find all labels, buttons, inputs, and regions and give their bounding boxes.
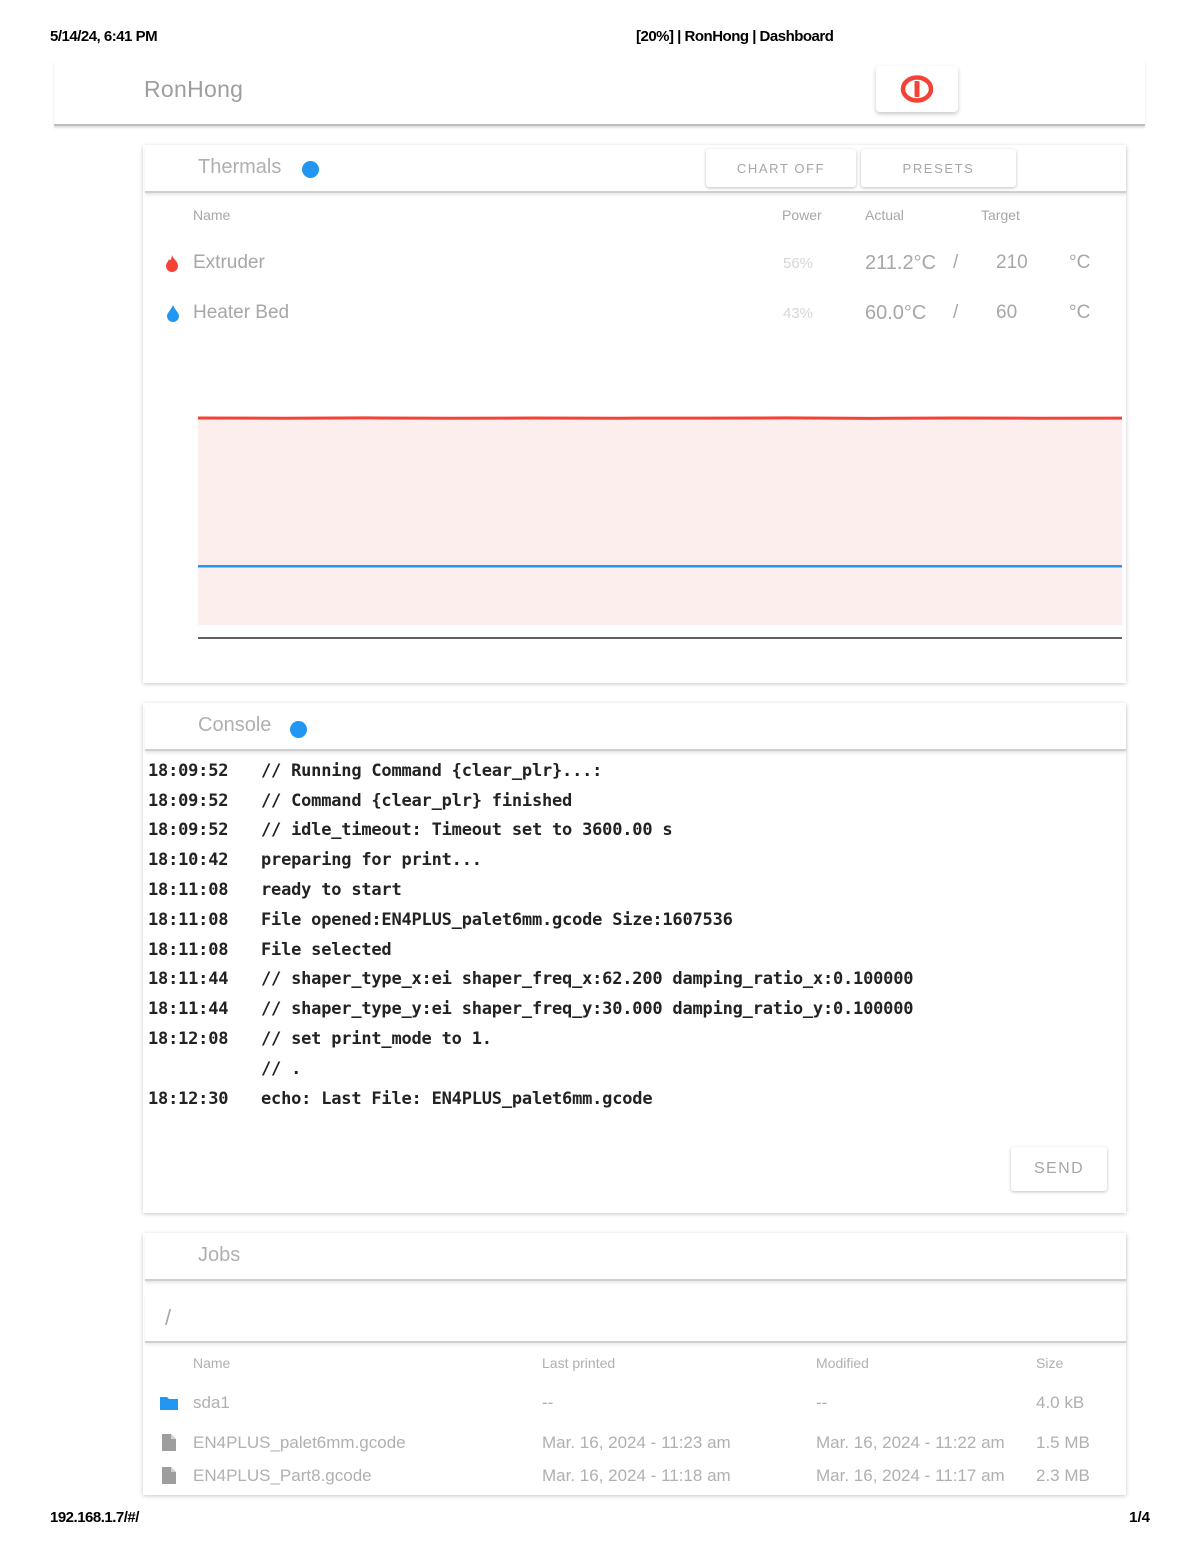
brand-title[interactable]: RonHong (144, 76, 244, 102)
chart-toggle-button[interactable]: CHART OFF (706, 149, 856, 187)
job-last-printed: -- (542, 1393, 554, 1412)
table-row[interactable] (143, 1430, 1126, 1456)
emergency-stop-button[interactable] (876, 66, 958, 112)
console-message: // Command {clear_plr} finished (261, 790, 573, 811)
jobs-breadcrumb (145, 1293, 1126, 1343)
console-line (148, 791, 572, 811)
console-line (148, 940, 391, 960)
job-last-printed: Mar. 16, 2024 - 11:18 am (542, 1466, 731, 1485)
console-message: echo: Last File: EN4PLUS_palet6mm.gcode (261, 1088, 653, 1109)
console-timestamp: 18:11:44 (148, 969, 229, 990)
console-card (143, 703, 1126, 1213)
heater-power: 43% (783, 305, 814, 322)
print-footer (50, 1509, 1150, 1529)
thermals-col-name: Name (193, 207, 231, 223)
table-row[interactable] (143, 1463, 1126, 1489)
presets-button[interactable]: PRESETS (861, 149, 1016, 187)
print-date: 5/14/24, 6:41 PM (50, 28, 158, 45)
job-modified: Mar. 16, 2024 - 11:22 am (816, 1433, 1005, 1452)
console-line (148, 910, 733, 930)
console-timestamp: 18:11:08 (148, 939, 229, 960)
series-area-0 (198, 418, 1122, 625)
send-button[interactable]: SEND (1011, 1147, 1107, 1191)
jobs-header (145, 1235, 1126, 1281)
heater-slash: / (953, 252, 959, 273)
thermals-title: Thermals (198, 156, 282, 178)
console-header (145, 705, 1126, 751)
print-header (50, 28, 1150, 48)
heater-target-input[interactable]: 60 (996, 302, 1018, 323)
jobs-col-name[interactable]: Name (193, 1355, 231, 1371)
job-size: 4.0 kB (1036, 1393, 1085, 1412)
fire-icon (164, 254, 180, 278)
console-line (148, 761, 602, 781)
folder-icon (159, 1395, 179, 1416)
console-line (148, 1059, 301, 1079)
console-timestamp: 18:11:08 (148, 909, 229, 930)
console-line (148, 1089, 652, 1109)
thermals-col-power: Power (782, 207, 822, 223)
console-line (148, 850, 482, 870)
console-line (148, 1029, 492, 1049)
jobs-col-modified[interactable]: Modified (816, 1355, 869, 1371)
heater-unit: °C (1069, 252, 1091, 273)
console-message: // shaper_type_y:ei shaper_freq_y:30.000 damping_ratio_y:0.100000 (261, 999, 914, 1020)
power-icon (901, 75, 933, 103)
job-modified: Mar. 16, 2024 - 11:17 am (816, 1466, 1005, 1485)
file-icon (161, 1433, 177, 1457)
table-row[interactable] (143, 1390, 1126, 1416)
console-title: Console (198, 714, 272, 736)
console-message: // Running Command {clear_plr}...: (261, 760, 603, 781)
console-timestamp: 18:11:44 (148, 999, 229, 1020)
job-name: sda1 (193, 1393, 230, 1412)
print-url: 192.168.1.7/#/ (50, 1509, 139, 1526)
console-line (148, 880, 402, 900)
jobs-title: Jobs (198, 1244, 241, 1266)
jobs-card (143, 1233, 1126, 1495)
print-title: [20%] | RonHong | Dashboard (636, 28, 834, 45)
jobs-col-last-printed[interactable]: Last printed (542, 1355, 616, 1371)
thermals-col-actual: Actual (865, 207, 904, 223)
thermals-col-target: Target (981, 207, 1020, 223)
console-message: // . (261, 1058, 302, 1079)
job-modified: -- (816, 1393, 828, 1412)
file-icon (161, 1466, 177, 1490)
console-timestamp: 18:10:42 (148, 850, 229, 871)
app-bar (54, 60, 1145, 126)
console-timestamp: 18:09:52 (148, 820, 229, 841)
job-name: EN4PLUS_palet6mm.gcode (193, 1433, 406, 1452)
job-size: 2.3 MB (1036, 1466, 1090, 1485)
console-timestamp: 18:12:30 (148, 1088, 229, 1109)
jobs-col-size[interactable]: Size (1036, 1355, 1064, 1371)
series-line-0 (198, 418, 1122, 419)
heater-unit: °C (1069, 302, 1091, 323)
console-message: // set print_mode to 1. (261, 1029, 492, 1049)
heater-name[interactable]: Heater Bed (193, 302, 290, 323)
heater-actual: 60.0°C (865, 302, 927, 324)
console-line (148, 999, 913, 1019)
job-last-printed: Mar. 16, 2024 - 11:23 am (542, 1433, 731, 1452)
console-message: // idle_timeout: Timeout set to 3600.00 s (261, 820, 673, 841)
job-size: 1.5 MB (1036, 1433, 1090, 1452)
console-timestamp: 18:09:52 (148, 760, 229, 781)
console-timestamp: 18:09:52 (148, 790, 229, 811)
thermals-header (145, 147, 1126, 193)
heater-name[interactable]: Extruder (193, 252, 265, 273)
print-page-number: 1/4 (1129, 1509, 1150, 1526)
heater-row-bed (143, 298, 1126, 328)
thermals-status-dot (302, 161, 319, 178)
heater-target-input[interactable]: 210 (996, 252, 1028, 273)
console-timestamp: 18:11:08 (148, 880, 229, 900)
heater-slash: / (953, 302, 959, 323)
console-message: preparing for print... (261, 850, 482, 871)
thermals-card (143, 145, 1126, 683)
console-status-dot (290, 721, 307, 738)
heater-power: 56% (783, 255, 814, 272)
thermal-chart (198, 380, 1124, 640)
console-message: File selected (261, 939, 392, 960)
console-line (148, 969, 913, 989)
console-message: ready to start (261, 880, 402, 900)
console-message: File opened:EN4PLUS_palet6mm.gcode Size:1607536 (261, 909, 733, 930)
console-message: // shaper_type_x:ei shaper_freq_x:62.200 damping_ratio_x:0.100000 (261, 969, 914, 990)
jobs-path[interactable]: / (165, 1305, 172, 1330)
job-name: EN4PLUS_Part8.gcode (193, 1466, 372, 1485)
console-timestamp: 18:12:08 (148, 1029, 229, 1049)
heater-row-extruder (143, 248, 1126, 278)
console-output[interactable] (143, 743, 1126, 1123)
heater-actual: 211.2°C (865, 252, 937, 274)
console-line (148, 820, 672, 840)
water-drop-icon (165, 304, 181, 328)
